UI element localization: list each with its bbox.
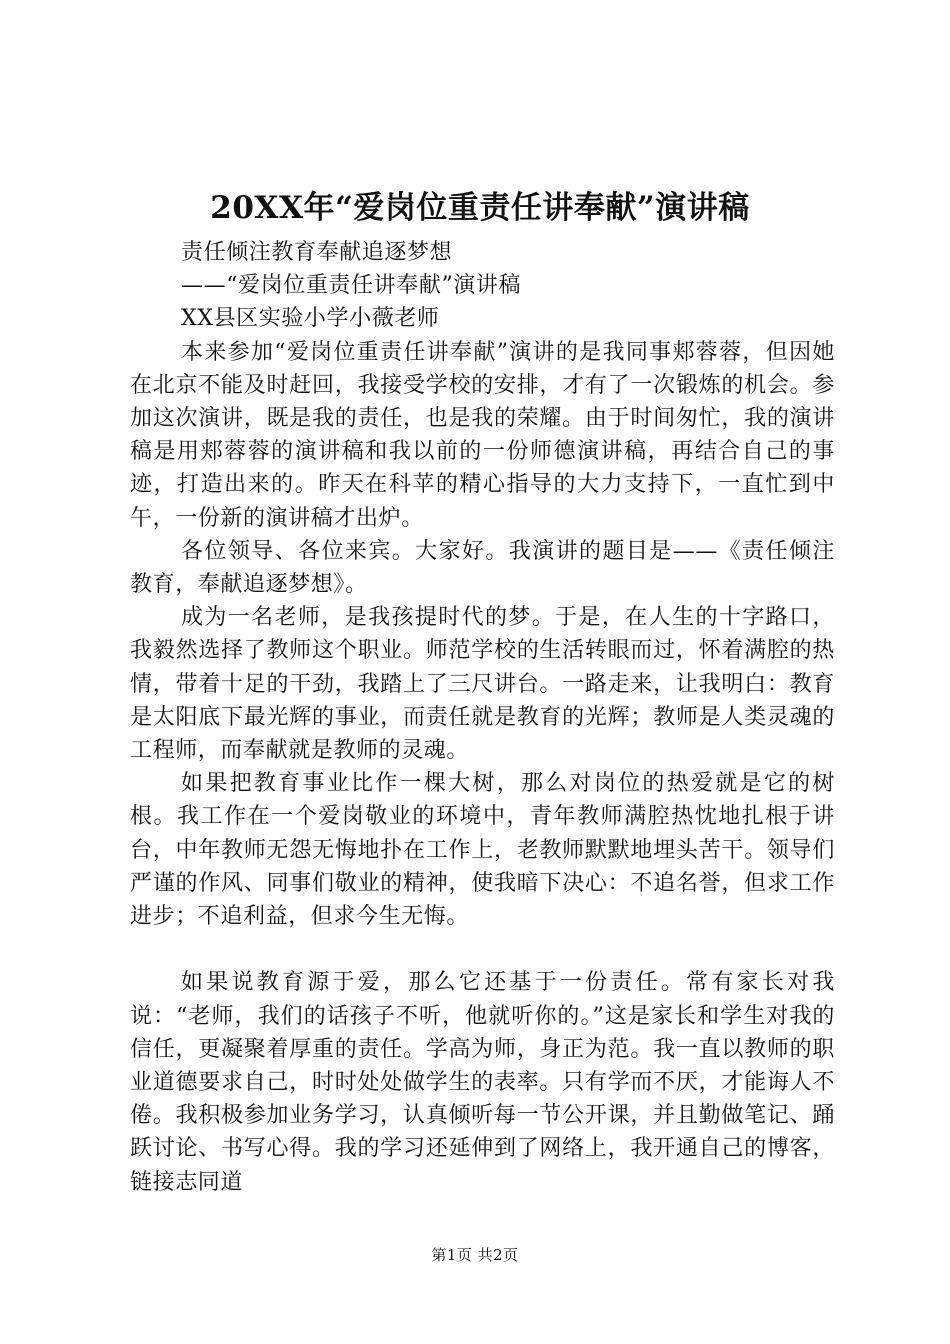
paragraph: 如果说教育源于爱，那么它还基于一份责任。常有家长对我说：“老师，我们的话孩子不听，他就听你的。”这是家长和学生对我的信任，更凝聚着厚重的责任。学高为师，身正为范。我一直以教师的职业道德要求自己，时时处处做学生的表率。只有学而不厌，才能诲人不倦。我积极参加业务学习，认真倾听每一节公开课，并且勤做笔记、踊跃讨论、书写心得。我的学习还延伸到了网络上，我开通自己的博客，链接志同道: [130, 970, 835, 1195]
document-body: [130, 236, 835, 1199]
document-title: 20XX年“爱岗位重责任讲奉献”演讲稿: [210, 190, 750, 226]
paragraph: 本来参加“爱岗位重责任讲奉献”演讲的是我同事郏蓉蓉，但因她在北京不能及时赶回，我接受学校的安排，才有了一次锻炼的机会。参加这次演讲，既是我的责任，也是我的荣耀。由于时间匆忙，我的演讲稿是用郏蓉蓉的演讲稿和我以前的一份师德演讲稿，再结合自己的事迹，打造出来的。昨天在科苹的精心指导的大力支持下，一直忙到中午，一份新的演讲稿才出炉。: [130, 339, 835, 531]
paragraph: 各位领导、各位来宾。大家好。我演讲的题目是——《责任倾注教育，奉献追逐梦想》。: [130, 538, 835, 597]
paragraph: 如果把教育事业比作一棵大树，那么对岗位的热爱就是它的树根。我工作在一个爱岗敬业的环境中，青年教师满腔热忱地扎根于讲台，中年教师无怨无悔地扑在工作上，老教师默默地埋头苦干。领导们严谨的作风、同事们敬业的精神，使我暗下决心：不追名誉，但求工作进步；不追利益，但求今生无悔。: [130, 771, 835, 930]
page-number: 第1页 共2页: [431, 1246, 519, 1264]
document-subtitle: 责任倾注教育奉献追逐梦想: [181, 240, 453, 265]
document-speech-label: ——“爱岗位重责任讲奉献”演讲稿: [181, 273, 522, 299]
paragraph-spacer: [130, 933, 835, 966]
paragraph: 成为一名老师，是我孩提时代的梦。于是，在人生的十字路口，我毅然选择了教师这个职业。师范学校的生活转眼而过，怀着满腔的热情，带着十足的干劲，我踏上了三尺讲台。一路走来，让我明白：教育是太阳底下最光辉的事业，而责任就是教育的光辉；教师是人类灵魂的工程师，而奉献就是教师的灵魂。: [130, 605, 835, 763]
document-author: XX县区实验小学小薇老师: [181, 306, 440, 332]
